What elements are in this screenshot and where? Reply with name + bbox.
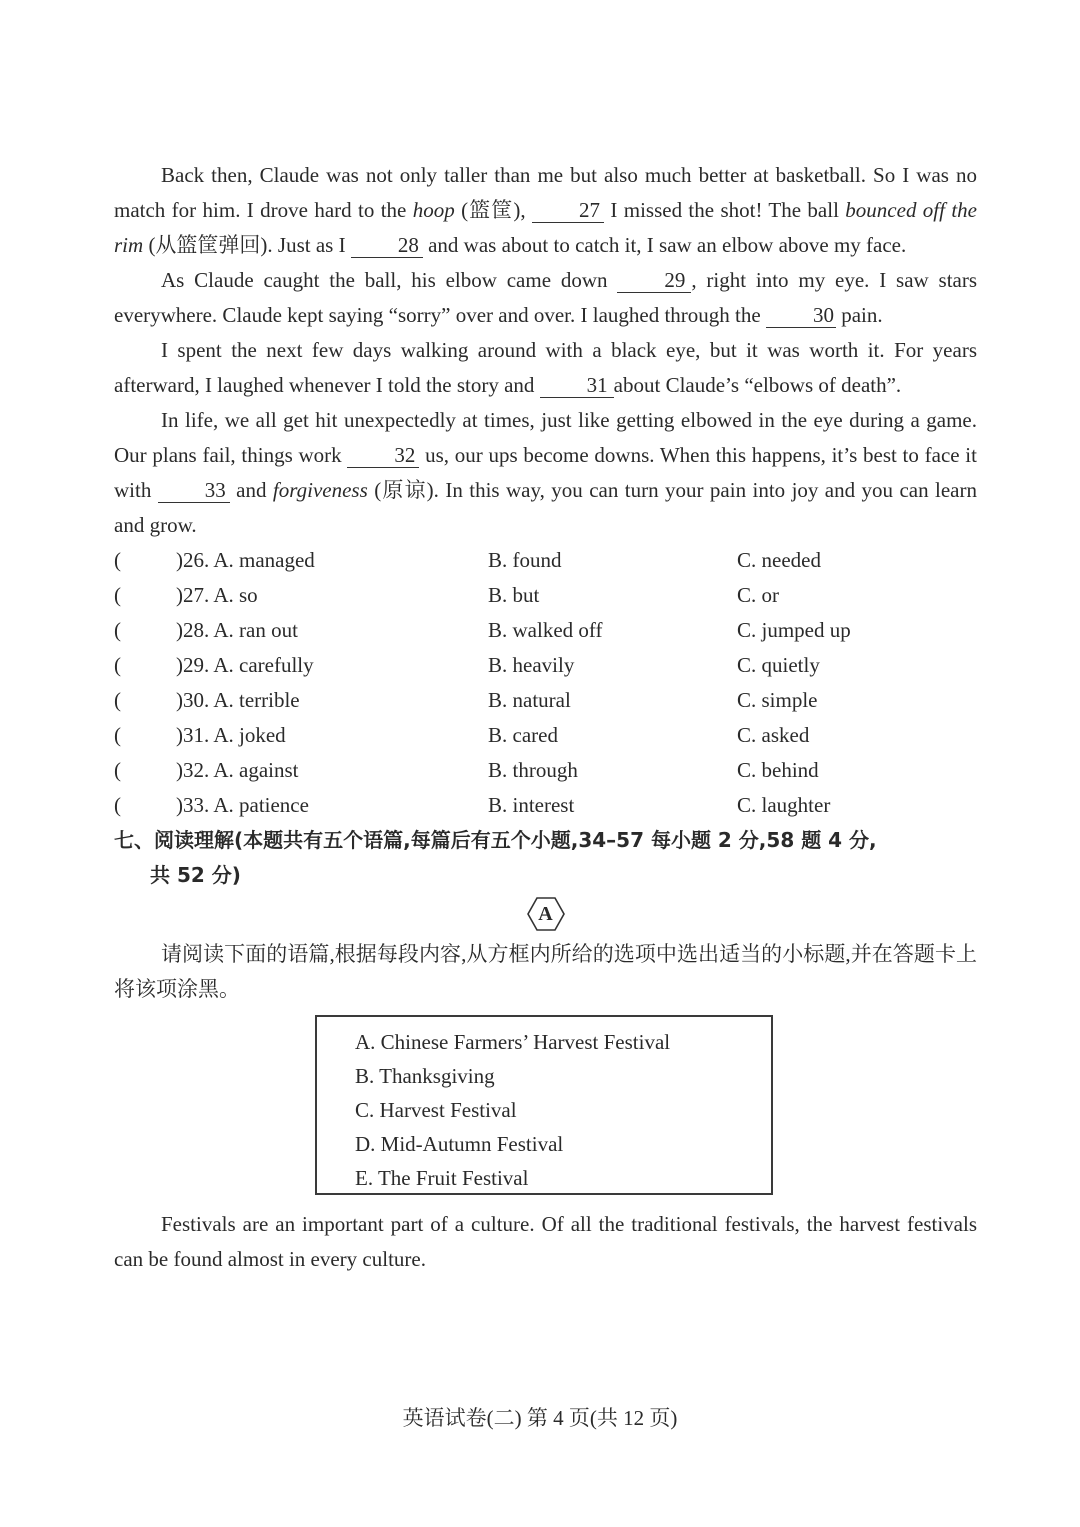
option-a: )30. A. terrible [176, 688, 300, 712]
text: about Claude’s “elbows of death”. [613, 373, 902, 397]
question-row[interactable] [114, 648, 977, 683]
answer-paren[interactable]: ( [114, 688, 121, 712]
option-a: )29. A. carefully [176, 653, 314, 677]
hexagon-badge [527, 897, 565, 931]
italic-term: forgiveness [272, 478, 368, 502]
question-row[interactable] [114, 683, 977, 718]
option-b: B. natural [488, 688, 571, 712]
option-b: B. cared [488, 723, 558, 747]
option-c: C. simple [737, 688, 818, 712]
option-c: C. asked [737, 723, 810, 747]
option-a: )26. A. managed [176, 548, 315, 572]
text: I spent the next few days walking around with a black eye, but it was worth it. For years afterward, I laughed whenever I told the story and [114, 338, 977, 397]
text: us, our ups become downs. When this happens, it’s best to face it with [114, 443, 977, 502]
paragraph-2 [114, 263, 977, 333]
exam-page [114, 158, 977, 1277]
question-row[interactable] [114, 543, 977, 578]
text: (从篮筐弹回). Just as I [143, 233, 351, 257]
text: (篮筐), [454, 198, 533, 222]
text: As Claude caught the ball, his elbow came down [161, 268, 618, 292]
option-item: E. The Fruit Festival [355, 1166, 529, 1190]
text: pain. [835, 303, 883, 327]
question-row[interactable] [114, 578, 977, 613]
option-a: )27. A. so [176, 583, 258, 607]
italic-term: hoop [412, 198, 455, 222]
text: I missed the shot! The ball [604, 198, 846, 222]
option-item: D. Mid-Autumn Festival [355, 1132, 564, 1156]
blank-29[interactable]: 29 [617, 268, 691, 293]
option-b: B. walked off [488, 618, 603, 642]
text: Back then, Claude was not only taller than me but also much better at basketball. So I was no match for him. I drove hard to the [114, 163, 977, 222]
answer-paren[interactable]: ( [114, 653, 121, 677]
instruction: 请阅读下面的语篇,根据每段内容,从方框内所给的选项中选出适当的小标题,并在答题卡上将该项涂黑。 [114, 942, 977, 1001]
options-box [315, 1015, 773, 1195]
blank-28[interactable]: 28 [351, 233, 423, 258]
question-row[interactable] [114, 613, 977, 648]
paragraph-1 [114, 158, 977, 263]
question-row[interactable] [114, 718, 977, 753]
question-row[interactable] [114, 788, 977, 823]
option-a: )32. A. against [176, 758, 299, 782]
option-b: B. found [488, 548, 562, 572]
answer-paren[interactable]: ( [114, 618, 121, 642]
blank-31[interactable]: 31 [540, 373, 614, 398]
blank-30[interactable]: 30 [766, 303, 836, 328]
option-c: C. laughter [737, 793, 831, 817]
question-row[interactable] [114, 753, 977, 788]
option-c: C. jumped up [737, 618, 851, 642]
blank-27[interactable]: 27 [532, 198, 604, 223]
text: In life, we all get hit unexpectedly at times, just like getting elbowed in the eye during a game. Our plans fail, things work [114, 408, 977, 467]
option-a: )33. A. patience [176, 793, 309, 817]
answer-paren[interactable]: ( [114, 583, 121, 607]
answer-paren[interactable]: ( [114, 548, 121, 572]
option-a: )31. A. joked [176, 723, 286, 747]
text: (原谅). In this way, you can turn your pain into joy and you can learn and grow. [114, 478, 977, 537]
option-a: )28. A. ran out [176, 618, 298, 642]
blank-33[interactable]: 33 [158, 478, 230, 503]
option-c: C. behind [737, 758, 819, 782]
option-c: C. quietly [737, 653, 820, 677]
reading-text: Festivals are an important part of a culture. Of all the traditional festivals, the harvest festivals can be found almost in every culture. [114, 1212, 977, 1271]
text: and was about to catch it, I saw an elbow above my face. [422, 233, 907, 257]
part-a-marker [114, 897, 977, 937]
option-item: B. Thanksgiving [355, 1064, 495, 1088]
option-item: C. Harvest Festival [355, 1098, 517, 1122]
section-heading-cont: 共 52 分) [150, 863, 241, 887]
option-b: B. but [488, 583, 540, 607]
text: , right into my eye. I saw stars everywhere. Claude kept saying “sorry” over and over. I laughed through the [114, 268, 978, 327]
option-item: A. Chinese Farmers’ Harvest Festival [355, 1030, 671, 1054]
part-label: A [538, 903, 553, 925]
text: and [229, 478, 273, 502]
page-footer: 英语试卷(二) 第 4 页(共 12 页) [402, 1406, 678, 1430]
option-b: B. heavily [488, 653, 575, 677]
italic-term: bounced off the rim [114, 198, 977, 257]
blank-32[interactable]: 32 [347, 443, 419, 468]
option-c: C. needed [737, 548, 821, 572]
section-heading: 七、阅读理解(本题共有五个语篇,每篇后有五个小题,34–57 每小题 2 分,58 题 4 分, [114, 828, 877, 852]
question-list [114, 543, 977, 823]
paragraph-3 [114, 333, 977, 403]
answer-paren[interactable]: ( [114, 723, 121, 747]
answer-paren[interactable]: ( [114, 758, 121, 782]
paragraph-4 [114, 403, 977, 543]
answer-paren[interactable]: ( [114, 793, 121, 817]
option-b: B. interest [488, 793, 575, 817]
option-b: B. through [488, 758, 578, 782]
option-c: C. or [737, 583, 779, 607]
